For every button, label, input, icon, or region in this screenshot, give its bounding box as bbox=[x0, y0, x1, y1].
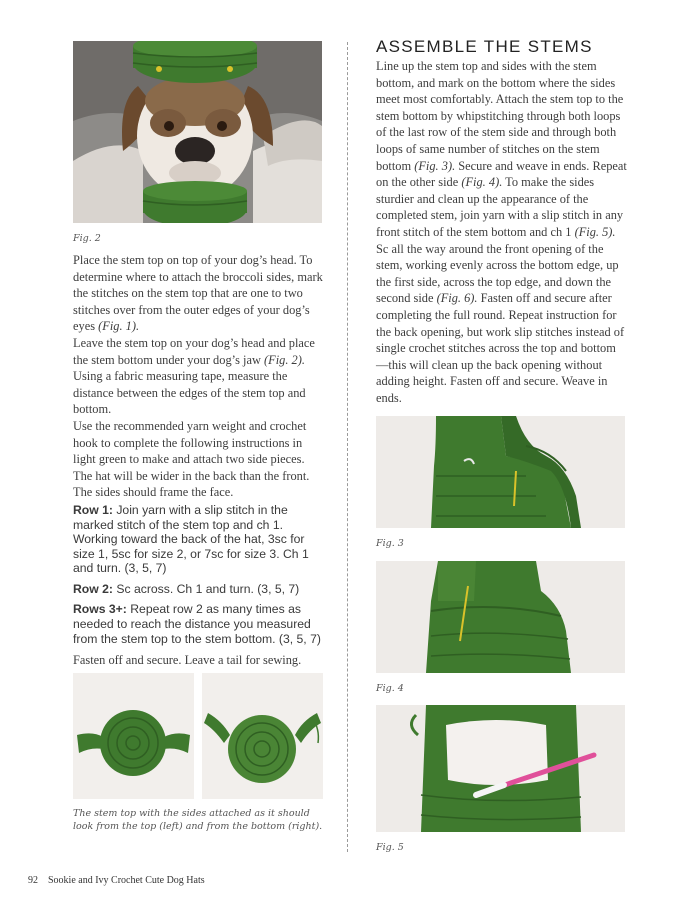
fig2-caption: Fig. 2 bbox=[73, 233, 101, 244]
photo-stem-bottom-view bbox=[202, 673, 323, 799]
fig2-reference: (Fig. 2). bbox=[264, 352, 305, 367]
photo-stem-top-view bbox=[73, 673, 194, 799]
row2-label: Row 2: bbox=[73, 581, 113, 596]
row1-label: Row 1: bbox=[73, 502, 113, 517]
fig4-photo bbox=[376, 561, 625, 673]
fig5-reference: (Fig. 5). bbox=[574, 224, 616, 239]
paragraph-place-stem-top: Place the stem top on top of your dog’s head. To determine where to attach the broccoli sides, mark the stitches on the stem top that are one to two stitches over from the outer edges of your dog’s eyes (Fig. 1). bbox=[73, 253, 323, 334]
bottom-photos-caption: The stem top with the sides attached as it should look from the top (left) and from the bottom (right). bbox=[73, 808, 323, 832]
fig3-caption: Fig. 3 bbox=[376, 538, 404, 549]
paragraph-assemble: Line up the stem top and sides with the stem bottom, and mark on the bottom where the sides meet most comfortably. Attach the stem top to the stem bottom by whipstitching through both loops of the last row of the stem side and through both loops of same number of stitches on the stem bottom (Fig. 3). Secure and weave in ends. Repeat on the other side (Fig. 4). To make the sides sturdier and clean up the appearance of the completed stem, join yarn with a slip stitch in any front stitch of the stem bottom and ch 1 (Fig. 5). Sc all the way around the front opening of the stem, working evenly across the bottom edge, up the first side, across the top edge, and down the second side (Fig. 6). Fasten off and secure after completing the full round. Repeat instruction for the back opening, but work slip stitches instead of single crochet stitches across the top and bottom—this will clean up the back opening without adding height. Fasten off and secure. Weave in ends. bbox=[376, 59, 627, 405]
fig5-caption: Fig. 5 bbox=[376, 842, 404, 853]
paragraph-fasten-off: Fasten off and secure. Leave a tail for sewing. bbox=[73, 653, 302, 668]
row2-instruction: Row 2: Sc across. Ch 1 and turn. (3, 5, 7) bbox=[73, 581, 300, 596]
column-divider bbox=[347, 42, 348, 852]
fig4-caption: Fig. 4 bbox=[376, 683, 404, 694]
page-footer bbox=[28, 875, 205, 886]
fig3-photo bbox=[376, 416, 625, 528]
page-number: 92 bbox=[28, 875, 38, 886]
paragraph-yarn: Use the recommended yarn weight and crochet hook to complete the following instructions in light green to make and attach two side pieces. The hat will be wider in the back than the front. The sides should frame the face. bbox=[73, 418, 310, 500]
section-heading: ASSEMBLE THE STEMS bbox=[376, 37, 593, 56]
fig6-reference: (Fig. 6). bbox=[436, 291, 478, 306]
row3-instruction: Rows 3+: Repeat row 2 as many times as needed to reach the distance you measured from the stem top to the stem bottom. (3, 5, 7) bbox=[73, 602, 321, 646]
right-column-text bbox=[376, 58, 628, 406]
row3-label: Rows 3+: bbox=[73, 602, 127, 617]
row1-instruction: Row 1: Join yarn with a slip stitch in the marked stitch of the stem top and ch 1. Working toward the back of the hat, 3sc for size 1, 5sc for size 2, or 7sc for size 3. Ch 1 and turn. (3, 5, 7) bbox=[73, 502, 309, 576]
fig5-photo bbox=[376, 705, 625, 832]
fig1-reference: (Fig. 1). bbox=[98, 319, 140, 334]
left-column-text bbox=[73, 252, 325, 669]
book-title: Sookie and Ivy Crochet Cute Dog Hats bbox=[48, 875, 205, 886]
fig3-reference: (Fig. 3). bbox=[414, 158, 456, 173]
fig4-reference: (Fig. 4). bbox=[461, 175, 503, 190]
paragraph-measure: Leave the stem top on your dog’s head and place the stem bottom under your dog’s jaw (Fig. 2). Using a fabric measuring tape, measure the distance between the edges of the stem top and bottom. bbox=[73, 335, 315, 417]
fig2-photo-dog bbox=[73, 41, 322, 223]
